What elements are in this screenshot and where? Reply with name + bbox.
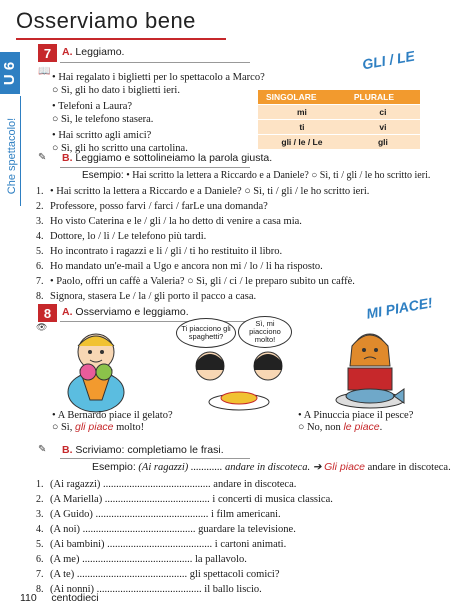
pencil-icon: ✎ [38,152,47,163]
exercise-item: 8. Signora, stasera Le / la / gli porto il pacco a casa. [36,291,257,302]
speech-bubble-left: Ti piacciono gli spaghetti? [176,318,236,348]
gli-le-hand-label: GLI / LE [361,47,416,73]
speech-bubble-right: Sì, mi piacciono molto! [238,316,292,348]
table-cell: vi [346,120,420,135]
exercise-item: 1. (Ai ragazzi) ......................................... andare in discoteca. [36,479,297,490]
ex8-b-rule [60,458,250,459]
ex7-a-icons [38,66,50,118]
dialogue-line: ○ No, non le piace. [298,421,383,433]
ex7-a-dialogues [52,72,265,156]
pronoun-table [258,90,420,149]
ex7-a-heading: A. Leggiamo. [62,46,125,58]
ex8-a-heading: A. Osserviamo e leggiamo. [62,306,189,318]
ex7-b-heading: B. Leggiamo e sottolineiamo la parola giusta. [62,152,273,164]
ex8-b-example: Esempio: (Ai ragazzi) ............ andare in discoteca. ➔ Gli piace andare in discoteca. [92,461,451,473]
dialogue-line: ○ Sì, gli ho scritto una cartolina. [52,143,188,154]
exercise-item: 7. (A te) .......................................... gli spettacoli comici? [36,569,280,580]
exercise-item: 2. (A Mariella) ........................................ i concerti di musica classica. [36,494,333,505]
ex8-right-dialogue [298,410,413,433]
couple-spaghetti-illustration [196,352,282,410]
ex7-b-example: Esempio: • Hai scritto la lettera a Riccardo e a Daniele? ○ Sì, ti / gli / le ho scritto ieri. [82,170,431,181]
table-cell: ci [346,105,420,120]
ex7-b-items [36,186,369,306]
ex8-b-heading: B. Scriviamo: completiamo le frasi. [62,444,224,456]
exercise-8-number: 8 [38,304,57,322]
table-cell: mi [258,105,346,120]
dialogue-line: • Hai scritto agli amici? [52,130,152,141]
book-icon: 📖 [38,66,51,77]
ex7-a-rule [60,62,250,63]
page-number: 110 [20,592,37,604]
title-rule [16,38,226,40]
side-label: Che spettacolo! [6,117,18,195]
pencil-icon: ✎ [38,444,47,455]
exercise-item: 4. (A noi) ........................................... guardare la televisione. [36,524,296,535]
dialogue-line: ○ Sì, gli piace molto! [52,421,145,433]
dialogue-line: • Telefoni a Laura? [52,101,133,112]
girl-fish-illustration [336,334,404,408]
exercise-item: 5. (Ai bambini) ........................................ i cartoni animati. [36,539,287,550]
page-footer [20,592,99,604]
unit-tab: U 6 [0,52,20,94]
ex8-left-dialogue [52,410,173,433]
dialogue-line: ○ Sì, gli ho dato i biglietti ieri. [52,85,180,96]
boy-icecream-illustration [68,334,124,412]
exercise-item: 1. • Hai scritto la lettera a Riccardo e a Daniele? ○ Sì, ti / gli / le ho scritto ieri. [36,186,370,197]
mi-piace-hand-label: MI PIACE! [365,294,434,322]
dialogue-line: ○ Sì, le telefono stasera. [52,114,154,125]
exercise-item: 5. Ho incontrato i ragazzi e li / gli / ti ho restituito il libro. [36,246,283,257]
exercise-item: 6. (A me) .......................................... la pallavolo. [36,554,247,565]
eye-icon: 👁 [36,322,48,332]
exercise-item: 3. Ho visto Caterina e le / gli / la ho detto di venire a casa mia. [36,216,302,227]
exercise-item: 6. Ho mandato un'e-mail a Ugo e ancora non mi / lo / li ha risposto. [36,261,323,272]
table-cell: gli / le / Le [258,135,346,150]
exercise-item: 8. (Ai nonni) ........................................ il ballo liscio. [36,584,262,595]
table-header: PLURALE [346,90,420,105]
page-title: Osserviamo bene [16,8,196,33]
ex8-b-items [36,479,333,599]
exercise-item: 3. (A Guido) ........................................... i film americani. [36,509,281,520]
exercise-item: 7. • Paolo, offri un caffè a Valeria? ○ Sì, gli / ci / le preparo subito un caffè. [36,276,355,287]
dialogue-line: • A Bernardo piace il gelato? [52,410,173,421]
ex7-b-rule [60,167,250,168]
side-line [20,96,21,206]
exercise-7-number: 7 [38,44,57,62]
exercise-item: 4. Dottore, lo / li / Le telefono più tardi. [36,231,207,242]
table-cell: gli [346,135,420,150]
table-cell: ti [258,120,346,135]
dialogue-line: • Hai regalato i biglietti per lo spettacolo a Marco? [52,72,265,83]
page-number-word: centodieci [51,592,99,604]
exercise-item: 2. Professore, posso farvi / farci / farLe una domanda? [36,201,268,212]
dialogue-line: • A Pinuccia piace il pesce? [298,410,414,421]
table-header: SINGOLARE [258,90,346,105]
